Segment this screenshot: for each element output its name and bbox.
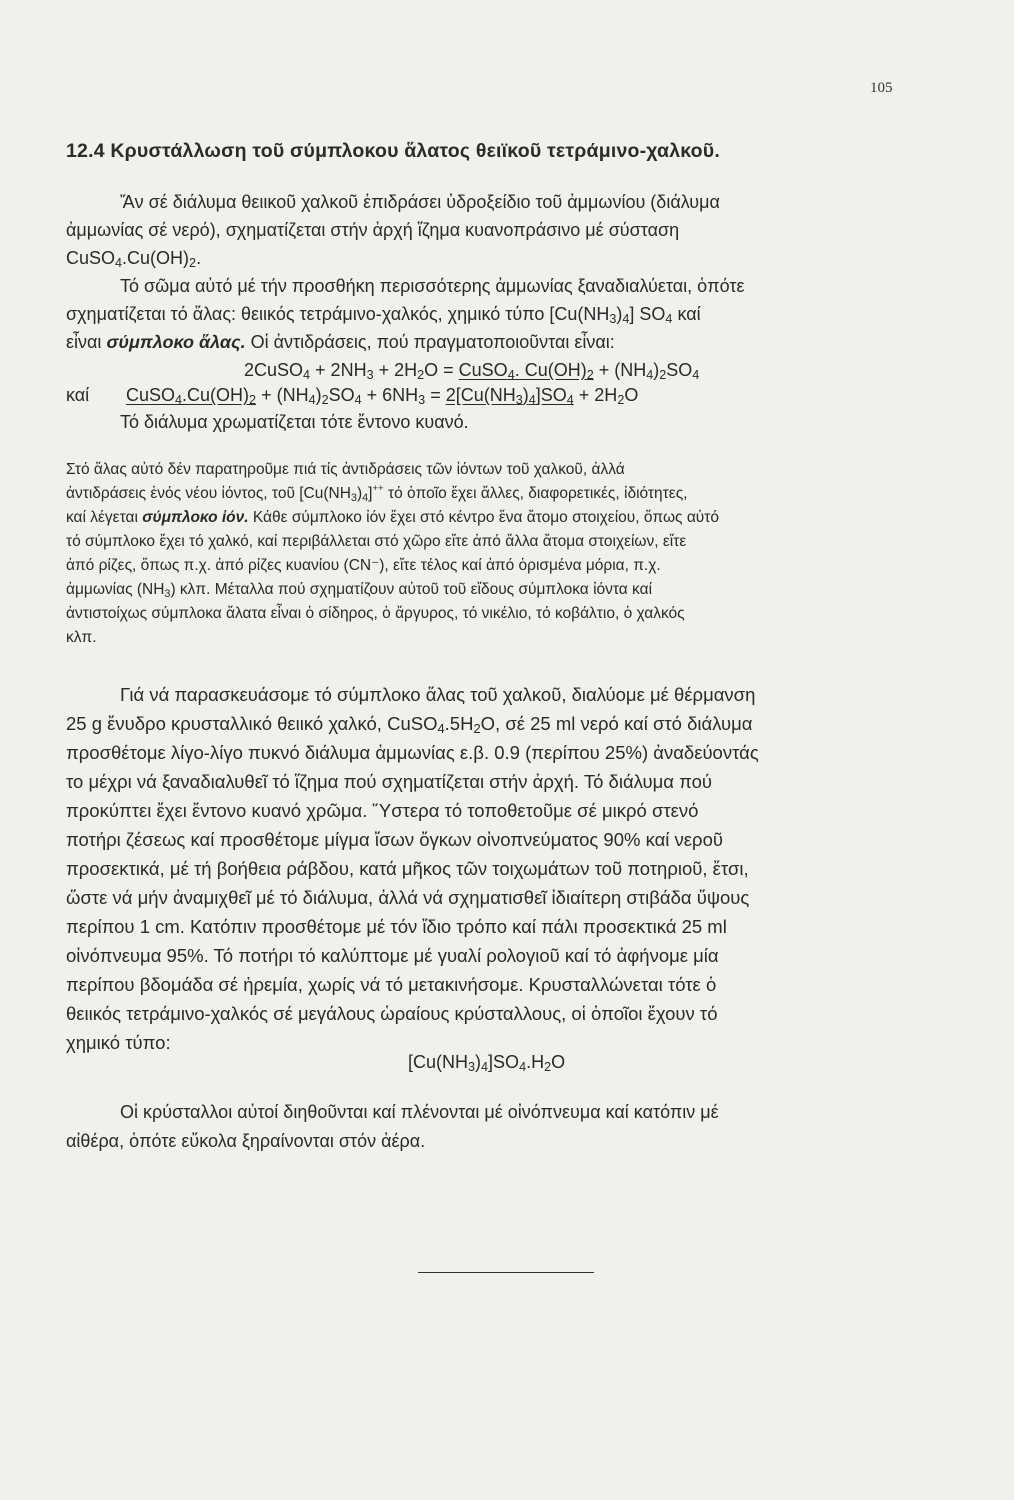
intro-line-5: σχηματίζεται τό ἅλας: θειικός τετράμινο-χαλκός, χημικό τύπο $[Cu(NH_3)_4]$ $SO_4$ καί [66, 304, 701, 326]
note-line-1: Στό ἅλας αὐτό δέν παρατηροῦμε πιά τίς ἀντιδράσεις τῶν ἰόντων τοῦ χαλκοῦ, ἀλλά [66, 461, 625, 478]
final-line-2: αἰθέρα, ὁπότε εὔκολα ξηραίνονται στόν ἀέρα. [66, 1131, 426, 1151]
prep-line-9: περίπου 1 cm. Κατόπιν προσθέτομε μέ τόν ἴδιο τρόπο καί πάλι προσεκτικά 25 ml [66, 916, 727, 937]
prep-line-8: ὥστε νά μήν ἀναμιχθεῖ μέ τό διάλυμα, ἀλλά νά σχηματισθεῖ ἰδιαίτερη στιβάδα ὕψους [66, 887, 750, 908]
intro-line-2: ἀμμωνίας σέ νερό), σχηματίζεται στήν ἀρχή ἵζημα κυανοπράσινο μέ σύσταση [66, 220, 680, 240]
reaction-equation-2: καί $CuSO_4.Cu(OH)_2 + (NH_4)_2SO_4 + 6NH_3 = 2[Cu(NH_3)_4]SO_4 + 2H_2O$ [66, 385, 639, 407]
prep-line-6: ποτήρι ζέσεως καί προσθέτομε μίγμα ἴσων ὄγκων οἰνοπνεύματος 90% καί νεροῦ [66, 829, 723, 850]
prep-line-7: προσεκτικά, μέ τή βοήθεια ράβδου, κατά μῆκος τῶν τοιχωμάτων τοῦ ποτηριοῦ, ἔτσι, [66, 858, 749, 879]
prep-line-1: Γιά νά παρασκευάσομε τό σύμπλοκο ἅλας τοῦ χαλκοῦ, διαλύομε μέ θέρμανση [120, 684, 756, 705]
note-line-6: ἀμμωνίας $(NH_3)$ κλπ. Μέταλλα πού σχηματίζουν αὐτοῦ τοῦ εἴδους σύμπλοκα ἰόντα καί [66, 581, 653, 600]
prep-line-5: προκύπτει ἔχει ἔντονο κυανό χρῶμα. Ὕστερα τό τοποθετοῦμε σέ μικρό στενό [66, 800, 699, 821]
complex-ion-note [66, 458, 926, 650]
term-complex-ion: σύμπλοκο ἰόν. [142, 509, 249, 526]
prep-line-12: θειικός τετράμινο-χαλκός σέ μεγάλους ὡραίους κρύσταλλους, οἱ ὁποῖοι ἔχουν τό [66, 1003, 718, 1024]
preparation-paragraph [66, 680, 926, 1057]
intro-line-6: εἶναι σύμπλοκο ἅλας. Οἱ ἀντιδράσεις, πού πραγματοποιοῦνται εἶναι: [66, 332, 615, 352]
final-paragraph [66, 1098, 926, 1156]
section-title: 12.4 Κρυστάλλωση τοῦ σύμπλοκου ἅλατος θειϊκοῦ τετράμινο-χαλκοῦ. [66, 140, 720, 162]
intro-line-1: Ἄν σέ διάλυμα θειικοῦ χαλκοῦ ἐπιδράσει ὑδροξείδιο τοῦ ἀμμωνίου (διάλυμα [120, 192, 720, 212]
intro-line-3: $CuSO_4.Cu(OH)_2$. [66, 248, 202, 270]
note-line-4: τό σύμπλοκο ἔχει τό χαλκό, καί περιβάλλεται στό χῶρο εἴτε ἀπό ἄλλα ἄτομα στοιχείων, εἴτε [66, 533, 687, 550]
prep-line-3: προσθέτομε λίγο-λίγο πυκνό διάλυμα ἀμμωνίας ε.β. 0.9 (περίπου 25%) ἀναδεύοντάς [66, 742, 759, 763]
solution-color-note: Τό διάλυμα χρωματίζεται τότε ἔντονο κυανό. [120, 412, 469, 432]
prep-line-4: το μέχρι νά ξαναδιαλυθεῖ τό ἵζημα πού σχηματίζεται στήν ἀρχή. Τό διάλυμα πού [66, 771, 712, 792]
note-line-3: καί λέγεται σύμπλοκο ἰόν. Κάθε σύμπλοκο ἰόν ἔχει στό κέντρο ἕνα ἄτομο στοιχείου, ὅπως αὐτό [66, 509, 719, 526]
product-formula: $[Cu(NH_3)_4]SO_4.H_2O$ [408, 1052, 566, 1074]
final-line-1: Οἱ κρύσταλλοι αὐτοί διηθοῦνται καί πλένονται μέ οἰνόπνευμα καί κατόπιν μέ [120, 1102, 719, 1122]
page-number: 105 [870, 80, 893, 96]
intro-line-4: Τό σῶμα αὐτό μέ τήν προσθήκη περισσότερης ἀμμωνίας ξαναδιαλύεται, ὁπότε [120, 276, 745, 296]
term-complex-salt: σύμπλοκο ἅλας. [106, 332, 246, 352]
prep-line-2: 25 g ἔνυδρο κρυσταλλικό θειικό χαλκό, $CuSO_4.5H_2O$, σέ 25 ml νερό καί στό διάλυμα [66, 713, 753, 736]
note-line-8: κλπ. [66, 629, 97, 646]
note-line-2: ἀντιδράσεις ἑνός νέου ἰόντος, τοῦ $[Cu(NH_3)_4]^{++}$ τό ὁποῖο ἔχει ἄλλες, διαφορετικές, ἰδιότητες, [66, 483, 688, 504]
section-divider [418, 1272, 594, 1273]
prep-line-10: οἰνόπνευμα 95%. Τό ποτήρι τό καλύπτομε μέ γυαλί ρολογιοῦ καί τό ἀφήνομε μία [66, 945, 719, 966]
reaction-equation-1: 2CuSO$_4$ + $2NH_3 + 2H_2O$ = CuSO$_4$. $Cu(OH)_2 + (NH_4)_2SO_4$ [244, 360, 700, 382]
intro-paragraph [66, 188, 926, 356]
prep-line-11: περίπου βδομάδα σέ ἠρεμία, χωρίς νά τό μετακινήσομε. Κρυσταλλώνεται τότε ὁ [66, 974, 717, 995]
note-line-5: ἀπό ρίζες, ὅπως π.χ. ἀπό ρίζες κυανίου (CN⁻), εἴτε τέλος καί ἀπό ὁρισμένα μόρια, π.χ. [66, 557, 661, 574]
note-line-7: ἀντιστοίχως σύμπλοκα ἅλατα εἶναι ὁ σίδηρος, ὁ ἄργυρος, τό νικέλιο, τό κοβάλτιο, ὁ χαλκός [66, 605, 685, 622]
prep-line-13: χημικό τύπο: [66, 1032, 171, 1053]
